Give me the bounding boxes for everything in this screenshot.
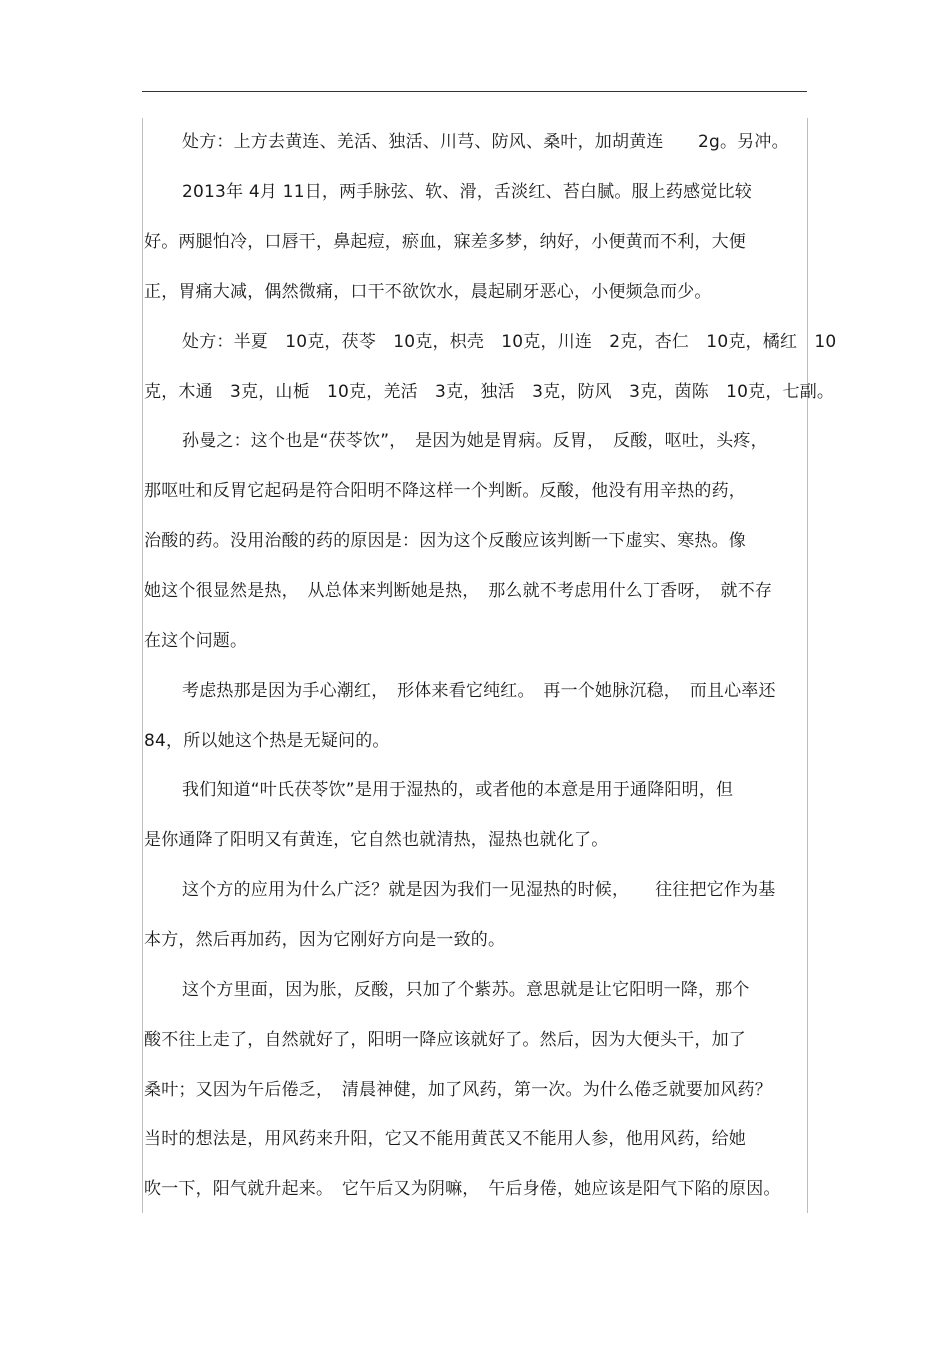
- text-line: 酸不往上走了，自然就好了，阳明一降应该就好了。然后，因为大便头干，加了: [144, 1030, 746, 1050]
- text-line: 处方：半夏 10克，茯苓 10克，枳壳 10克，川连 2克，杏仁 10克，橘红 10: [182, 332, 837, 352]
- header-rule: [142, 91, 807, 92]
- text-line: 吹一下，阳气就升起来。 它午后又为阴嘛， 午后身倦，她应该是阳气下陷的原因。: [144, 1179, 781, 1199]
- text-line: 我们知道“叶氏茯苓饮”是用于湿热的，或者他的本意是用于通降阳明，但: [182, 780, 734, 800]
- text-line: 克，木通 3克，山栀 10克，羌活 3克，独活 3克，防风 3克，茵陈 10克，七副。: [144, 382, 835, 402]
- text-line: 84，所以她这个热是无疑问的。: [144, 731, 390, 751]
- text-line: 2013年 4月 11日，两手脉弦、软、滑，舌淡红、苔白腻。服上药感觉比较: [182, 182, 752, 202]
- text-line: 桑叶；又因为午后倦乏， 清晨神健，加了风药，第一次。为什么倦乏就要加风药？: [144, 1080, 772, 1100]
- text-line: 好。两腿怕冷，口唇干，鼻起痘，瘀血，寐差多梦，纳好，小便黄而不利，大便: [144, 232, 746, 252]
- text-line: 是你通降了阳明又有黄连，它自然也就清热，湿热也就化了。: [144, 830, 609, 850]
- text-line: 本方，然后再加药，因为它刚好方向是一致的。: [144, 930, 506, 950]
- text-line: 治酸的药。没用治酸的药的原因是：因为这个反酸应该判断一下虚实、寒热。像: [144, 531, 746, 551]
- text-line: 考虑热那是因为手心潮红， 形体来看它纯红。 再一个她脉沉稳， 而且心率还: [182, 681, 776, 701]
- text-line: 这个方里面，因为胀，反酸，只加了个紫苏。意思就是让它阳明一降，那个: [182, 980, 750, 1000]
- text-line: 在这个问题。: [144, 631, 248, 651]
- text-line: 那呕吐和反胃它起码是符合阳明不降这样一个判断。反酸，他没有用辛热的药，: [144, 481, 746, 501]
- text-line: 这个方的应用为什么广泛？就是因为我们一见湿热的时候， 往往把它作为基: [182, 880, 776, 900]
- text-line: 当时的想法是，用风药来升阳，它又不能用黄芪又不能用人参，他用风药，给她: [144, 1129, 746, 1149]
- text-line: 正，胃痛大减，偶然微痛，口干不欲饮水，晨起刷牙恶心，小便频急而少。: [144, 282, 712, 302]
- text-line: 处方：上方去黄连、羌活、独活、川芎、防风、桑叶，加胡黄连 2g。另冲。: [182, 132, 789, 152]
- text-line: 孙曼之：这个也是“茯苓饮”， 是因为她是胃病。反胃， 反酸，呕吐，头疼，: [182, 431, 768, 451]
- text-line: 她这个很显然是热， 从总体来判断她是热， 那么就不考虑用什么丁香呀， 就不存: [144, 581, 773, 601]
